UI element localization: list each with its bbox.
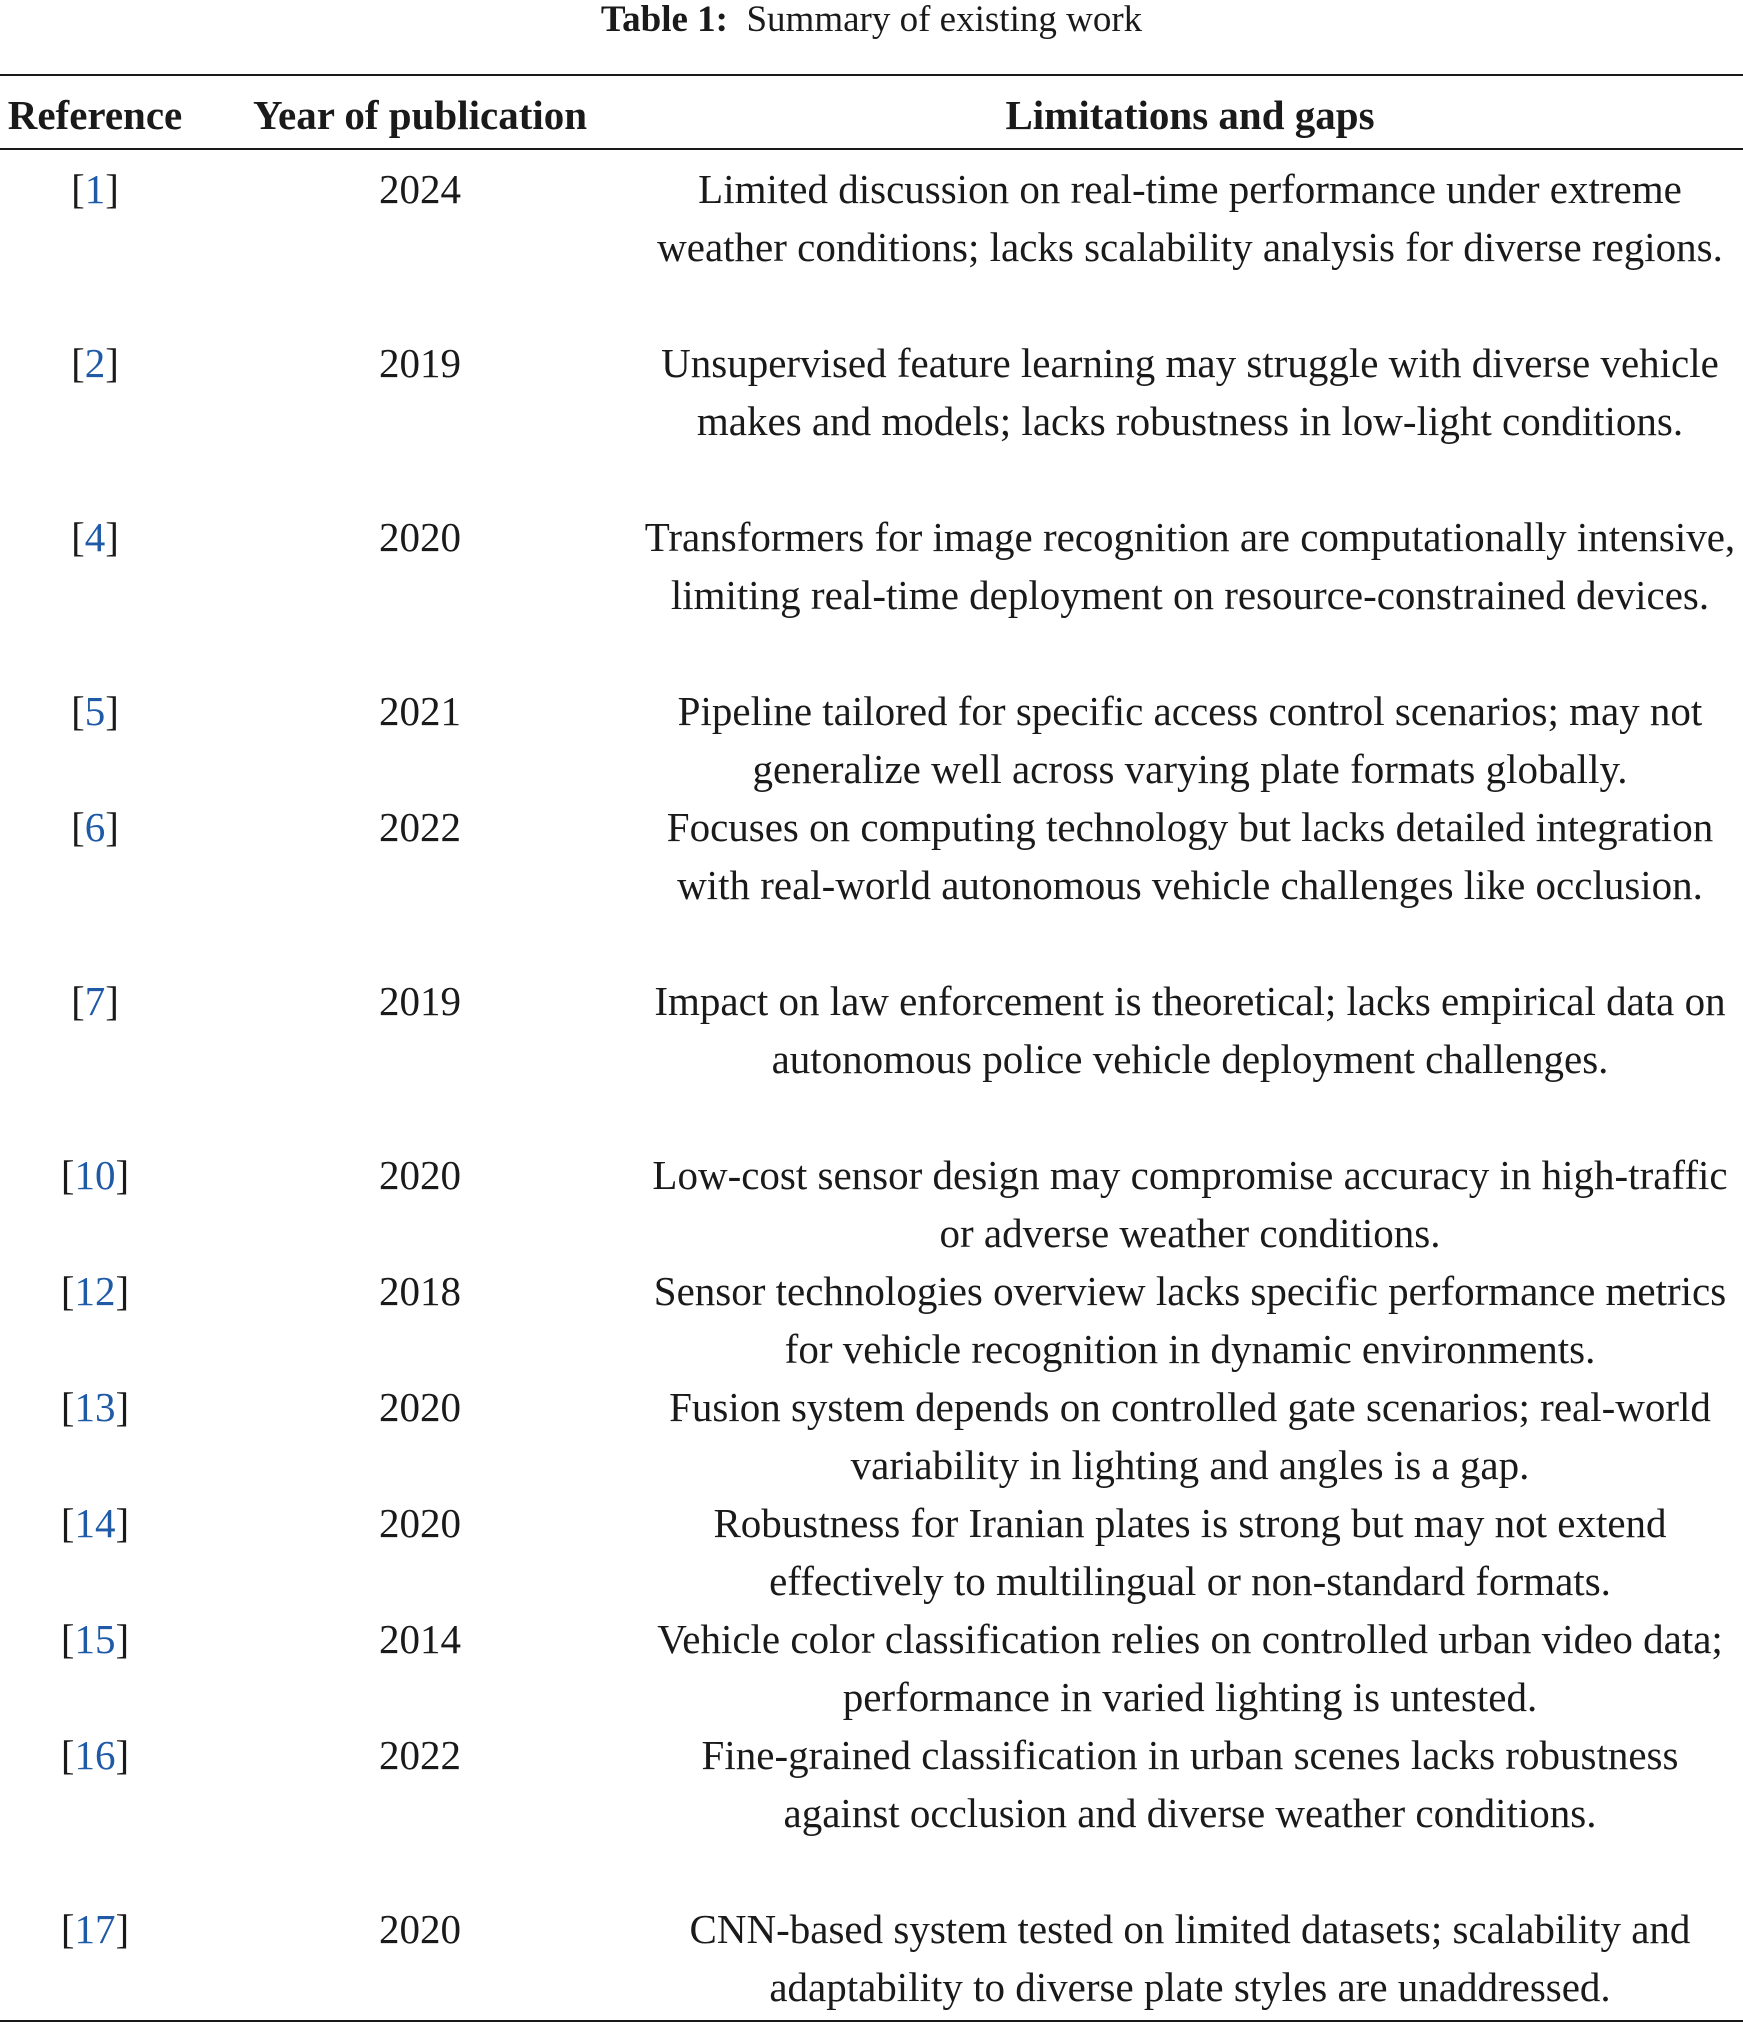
table-row: [0, 1726, 1743, 1900]
table-row: [0, 160, 1743, 334]
limitations-cell: Fine-grained classification in urban scenes lacks robustness against occlusion and diverse weather conditions.: [701, 1732, 1679, 1836]
table-caption-text: Summary of existing work: [746, 0, 1143, 40]
reference-link[interactable]: 16: [74, 1732, 116, 1778]
reference-cell: [4]: [71, 514, 119, 560]
limitations-cell: CNN-based system tested on limited datasets; scalability and adaptability to diverse plate styles are unaddressed.: [689, 1906, 1691, 2010]
limitations-cell: Robustness for Iranian plates is strong but may not extend effectively to multilingual or non-standard formats.: [713, 1500, 1667, 1604]
limitations-cell: Limited discussion on real-time performance under extreme weather conditions; lacks scalability analysis for diverse regions.: [657, 166, 1723, 270]
limitations-cell: Transformers for image recognition are computationally intensive, limiting real-time deployment on resource-constrained devices.: [644, 514, 1736, 618]
table-row: [0, 1146, 1743, 1262]
reference-link[interactable]: 17: [74, 1906, 116, 1952]
reference-cell: [16]: [60, 1732, 130, 1778]
reference-cell: [10]: [60, 1152, 130, 1198]
year-cell: 2020: [379, 1906, 461, 1952]
year-cell: 2020: [379, 1500, 461, 1546]
table-row: [0, 682, 1743, 798]
table-bottom-rule: [0, 2020, 1743, 2022]
reference-cell: [1]: [71, 166, 119, 212]
header-limitations: Limitations and gaps: [1005, 92, 1375, 138]
limitations-cell: Vehicle color classification relies on controlled urban video data; performance in varied lighting is untested.: [657, 1616, 1723, 1720]
reference-link[interactable]: 5: [84, 688, 106, 734]
table-row: [0, 798, 1743, 972]
reference-cell: [6]: [71, 804, 119, 850]
table-row: [0, 334, 1743, 508]
reference-link[interactable]: 1: [84, 166, 106, 212]
year-cell: 2024: [379, 166, 461, 212]
reference-link[interactable]: 7: [84, 978, 106, 1024]
reference-cell: [13]: [60, 1384, 130, 1430]
year-cell: 2021: [379, 688, 461, 734]
table-row: [0, 1900, 1743, 2016]
year-cell: 2019: [379, 978, 461, 1024]
table-row: [0, 1378, 1743, 1494]
limitations-cell: Low-cost sensor design may compromise accuracy in high-traffic or adverse weather conditions.: [652, 1152, 1728, 1256]
table-row: [0, 1494, 1743, 1610]
table-row: [0, 1262, 1743, 1378]
year-cell: 2020: [379, 1384, 461, 1430]
reference-link[interactable]: 2: [84, 340, 106, 386]
table-header-row: [0, 86, 1743, 144]
header-reference: Reference: [7, 92, 183, 138]
year-cell: 2018: [379, 1268, 461, 1314]
reference-cell: [7]: [71, 978, 119, 1024]
table-row: [0, 508, 1743, 682]
year-cell: 2014: [379, 1616, 461, 1662]
table-caption-label: Table 1:: [600, 0, 728, 40]
reference-cell: [14]: [60, 1500, 130, 1546]
limitations-cell: Unsupervised feature learning may struggle with diverse vehicle makes and models; lacks robustness in low-light conditions.: [661, 340, 1719, 444]
reference-link[interactable]: 13: [74, 1384, 116, 1430]
table-body: [0, 160, 1743, 2016]
reference-cell: [17]: [60, 1906, 130, 1952]
limitations-cell: Sensor technologies overview lacks specific performance metrics for vehicle recognition in dynamic environments.: [653, 1268, 1727, 1372]
year-cell: 2019: [379, 340, 461, 386]
table-caption: [0, 0, 1743, 44]
reference-cell: [15]: [60, 1616, 130, 1662]
year-cell: 2020: [379, 514, 461, 560]
reference-link[interactable]: 12: [74, 1268, 116, 1314]
reference-link[interactable]: 4: [84, 514, 106, 560]
year-cell: 2022: [379, 804, 461, 850]
table-row: [0, 1610, 1743, 1726]
reference-cell: [2]: [71, 340, 119, 386]
reference-link[interactable]: 10: [74, 1152, 116, 1198]
table-top-rule: [0, 74, 1743, 76]
table-row: [0, 972, 1743, 1146]
limitations-cell: Impact on law enforcement is theoretical; lacks empirical data on autonomous police vehicle deployment challenges.: [654, 978, 1726, 1082]
table-header-rule: [0, 148, 1743, 150]
reference-cell: [5]: [71, 688, 119, 734]
limitations-cell: Focuses on computing technology but lacks detailed integration with real-world autonomous vehicle challenges like occlusion.: [666, 804, 1714, 908]
reference-cell: [12]: [60, 1268, 130, 1314]
reference-link[interactable]: 14: [74, 1500, 116, 1546]
year-cell: 2022: [379, 1732, 461, 1778]
reference-link[interactable]: 6: [84, 804, 106, 850]
year-cell: 2020: [379, 1152, 461, 1198]
limitations-cell: Pipeline tailored for specific access control scenarios; may not generalize well across varying plate formats globally.: [677, 688, 1703, 792]
limitations-cell: Fusion system depends on controlled gate scenarios; real-world variability in lighting and angles is a gap.: [669, 1384, 1711, 1488]
header-year: Year of publication: [252, 92, 588, 138]
reference-link[interactable]: 15: [74, 1616, 116, 1662]
